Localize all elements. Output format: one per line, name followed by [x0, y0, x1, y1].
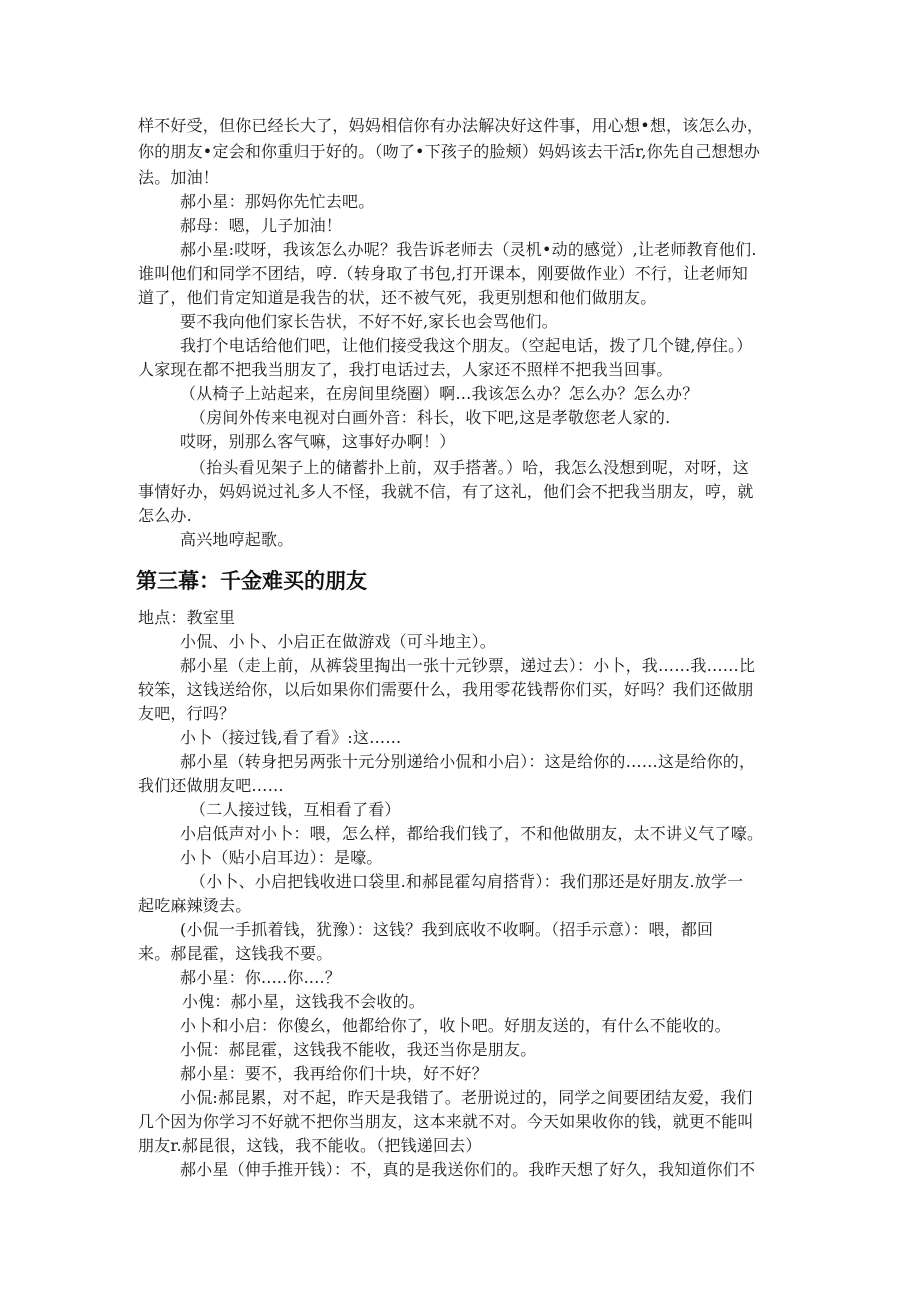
script-line: 小侃:郝昆累，对不起，昨天是我错了。老册说过的，同学之间要团结友爱，我们: [180, 1088, 753, 1107]
script-line: 哎呀，别那么客气嘛，这事好办啊！）: [180, 432, 456, 451]
script-line: 要不我向他们家长告状，不好不好,家长也会骂他们。: [180, 312, 558, 331]
script-line: 朋友r.郝昆很，这钱，我不能收。（把钱递回去）: [138, 1136, 482, 1155]
script-line: 郝小星：你.....你....？: [180, 968, 341, 987]
script-line: 法。加油！: [138, 168, 220, 187]
script-line: 郝小星（走上前，从裤袋里掏出一张十元钞票，递过去）：小卜，我……我……比: [180, 656, 756, 675]
script-line: （从椅子上站起来，在房间里绕圈）啊…我该怎么办？怎么办？怎么办？: [180, 384, 699, 403]
script-line: 较笨，这钱送给你，以后如果你们需要什么，我用零花钱帮你们买，好吗？我们还做朋: [138, 680, 754, 699]
script-line: 地点：教室里: [138, 608, 236, 627]
script-line: 道了，他们肯定知道是我告的状，还不被气死，我更别想和他们做朋友。: [138, 288, 657, 307]
script-line: 郝小星（转身把另两张十元分别递给小侃和小启）：这是给你的……这是给你的，: [180, 752, 756, 771]
script-line: 小傀：郝小星，这钱我不会收的。: [182, 992, 426, 1011]
script-line: 小侃、小卜、小启正在做游戏（可斗地主）。: [180, 632, 497, 651]
act-heading: 第三幕：千金难买的朋友: [136, 569, 367, 593]
script-line: 高兴地哼起歌。: [180, 530, 294, 549]
script-line: 郝小星：那妈你先忙去吧。: [180, 192, 375, 211]
script-line: 郝小星（伸手推开钱）：不，真的是我送你们的。我昨天想了好久，我知道你们不: [180, 1160, 756, 1179]
script-line: 小卜（接过钱,看了看》:这……: [180, 728, 402, 747]
script-line: 小启低声对小卜：喂，怎么样，都给我们钱了，不和他做朋友，太不讲义气了嚎。: [180, 824, 764, 843]
script-line: （房间外传来电视对白画外音：科长，收下吧,这是孝敬您老人家的.: [190, 408, 671, 427]
script-line: （抬头看见架子上的储蓄扑上前，双手搭著。）哈，我怎么没想到呢，对呀，这: [190, 458, 750, 477]
script-line: 起吃麻辣烫去。: [138, 896, 252, 915]
script-line: 小卜和小启：你傻幺，他都给你了，收卜吧。好朋友送的，有什么不能收的。: [180, 1016, 731, 1035]
script-line: 你的朋友•定会和你重归于好的。（吻了•下孩子的脸颊）妈妈该去干活r,你先自己想想办: [138, 142, 761, 161]
script-line: 人家现在都不把我当朋友了，我打电话过去，人家还不照样不把我当回事。: [138, 360, 673, 379]
script-line: 友吧，行吗？: [138, 704, 236, 723]
script-line: 事情好办，妈妈说过礼多人不怪，我就不信，有了这礼，他们会不把我当朋友，哼，就: [138, 482, 754, 501]
script-line: （二人接过钱，互相看了看）: [190, 800, 401, 819]
script-line: 来。郝昆霍，这钱我不要。: [138, 944, 333, 963]
script-line: 我打个电话给他们吧，让他们接受我这个朋友。（空起电话，拨了几个键,停住。）: [180, 336, 753, 355]
script-line: （小卜、小启把钱收进口袋里.和郝昆霍勾肩搭背）：我们那还是好朋友.放学一: [190, 872, 744, 891]
script-line: 郝小星:哎呀，我该怎么办呢？我告诉老师去（灵机•动的感觉）,让老师教育他们.: [180, 240, 757, 259]
script-line: 几个因为你学习不好就不把你当朋友，这本来就不对。今天如果收你的钱，就更不能叫: [138, 1112, 754, 1131]
script-line: 我们还做朋友吧……: [138, 776, 284, 795]
script-line: (小侃一手抓着钱，犹豫）：这钱？我到底收不收啊。（招手示意）：喂，都回: [180, 920, 714, 939]
script-line: 怎么办.: [138, 506, 192, 525]
script-line: 小侃：郝昆霍，这钱我不能收，我还当你是朋友。: [180, 1040, 537, 1059]
script-line: 样不好受，但你已经长大了，妈妈相信你有办法解决好这件事，用心想•想，该怎么办，: [138, 116, 764, 135]
script-line: 谁叫他们和同学不团结，哼.（转身取了书包,打开课本，刚要做作业）不行，让老师知: [138, 264, 748, 283]
script-line: 小卜（贴小启耳边）：是嚎。: [180, 848, 383, 867]
script-line: 郝小星：要不，我再给你们十块，好不好？: [180, 1064, 488, 1083]
script-line: 郝母：嗯，儿子加油！: [180, 216, 343, 235]
